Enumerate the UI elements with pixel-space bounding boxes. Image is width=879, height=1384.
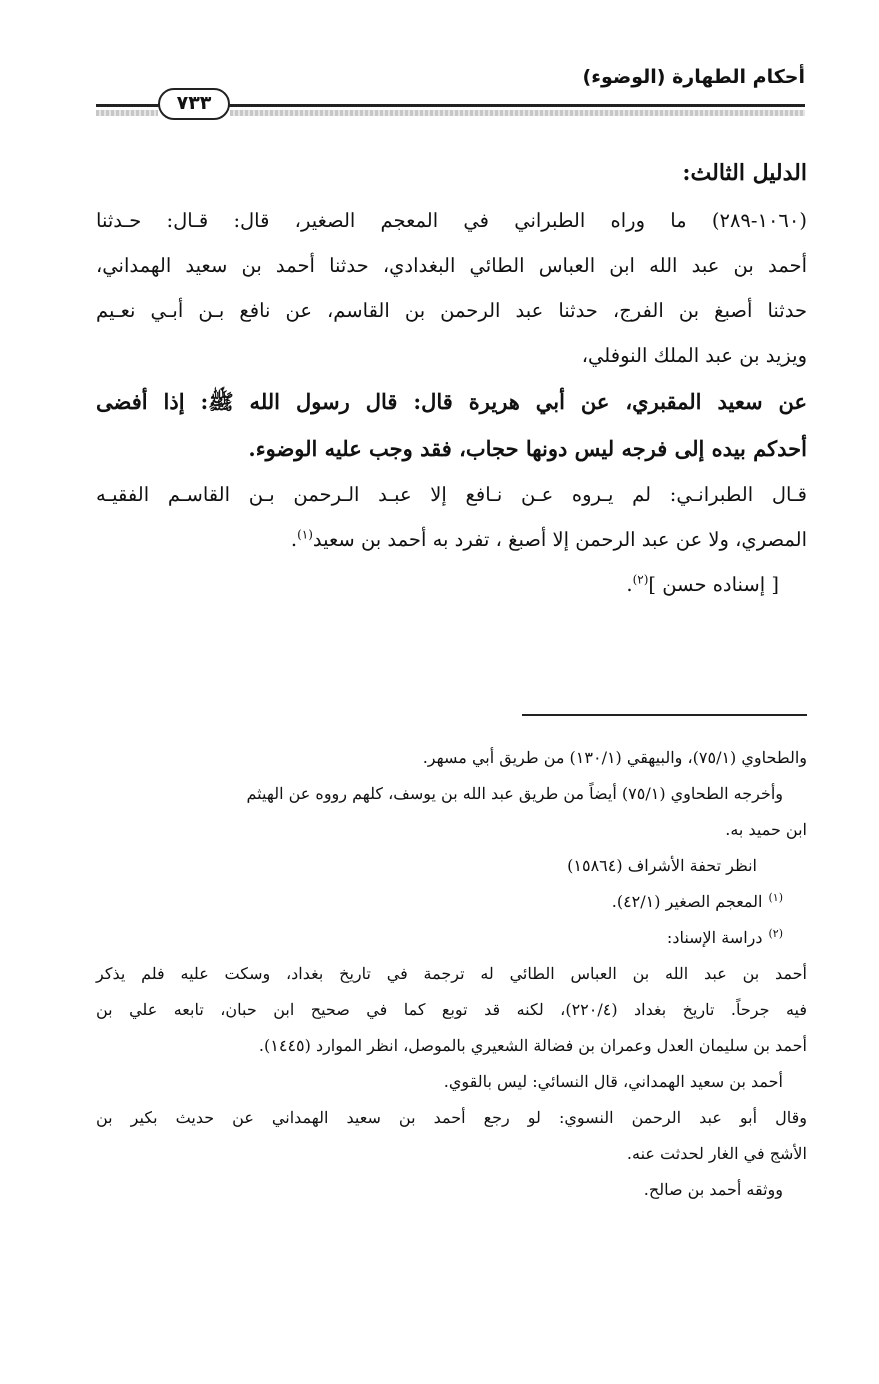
footnote-text: دراسة الإسناد: — [666, 928, 763, 947]
footnote-line: والطحاوي (٧٥/١)، والبيهقي (١٣٠/١) من طريق أبي مسهر. — [422, 748, 807, 767]
footnote-1 — [96, 884, 807, 920]
isnad-end: . — [626, 573, 633, 596]
page-number: ٧٣٣ — [158, 88, 230, 120]
hadith-text — [96, 378, 807, 472]
paragraph-line: (١٠٦٠-٢٨٩) ما وراه الطبراني في المعجم الصغير، قال: قـال: حـدثنا — [96, 209, 807, 232]
footnote-marker: (٢) — [768, 926, 783, 940]
footnote-marker: (١) — [768, 890, 783, 904]
header-rule-shadow — [230, 110, 805, 116]
paragraph-line: حدثنا أصبغ بن الفرج، حدثنا عبد الرحمن بن القاسم، عن نافع بـن أبـي نعـيم — [96, 299, 807, 322]
footnote-line: الأشج في الغار لحدثت عنه. — [626, 1144, 807, 1163]
footnote-2 — [96, 920, 807, 956]
paragraph-line: قـال الطبرانـي: لم يـروه عـن نـافع إلا عبـد الـرحمن بـن القاسـم الفقيـه — [96, 483, 807, 506]
tabarani-comment — [96, 472, 807, 607]
hadith-chain-paragraph — [96, 198, 807, 378]
footnote-body — [96, 956, 807, 1208]
footnote-line: أحمد بن عبد الله بن العباس الطائي له ترجمة في تاريخ بغداد، وسكت عليه فلم يذكر — [96, 964, 807, 983]
footnote-line: وأخرجه الطحاوي (٧٥/١) أيضاً من طريق عبد الله بن يوسف، كلهم رووه عن الهيثم — [246, 784, 783, 803]
footnote-line: أحمد بن سليمان العدل وعمران بن فضالة الشعيري بالموصل، انظر الموارد (١٤٤٥). — [258, 1036, 807, 1055]
footnote-line: انظر تحفة الأشراف (١٥٨٦٤) — [567, 856, 757, 875]
footnote-ref-1[interactable]: (١) — [297, 527, 313, 542]
hadith-line: عن سعيد المقبري، عن أبي هريرة قال: قال رسول الله ﷺ: إذا أفضى — [96, 389, 807, 414]
paragraph-end: . — [290, 528, 298, 551]
paragraph-line — [96, 517, 807, 562]
footnote-line: فيه جرحاً. تاريخ بغداد (٢٢٠/٤)، لكنه قد توبع كما في صحيح ابن حبان، تابعه علي بن — [96, 1000, 807, 1019]
paragraph-line: ويزيد بن عبد الملك النوفلي، — [581, 344, 807, 367]
paragraph-text: المصري، ولا عن عبد الرحمن إلا أصبغ ، تفرد به أحمد بن سعيد — [312, 528, 807, 551]
running-title: أحكام الطهارة (الوضوء) — [582, 66, 805, 88]
footnote-ref-2[interactable]: (٢) — [632, 572, 649, 587]
isnad-grade: [ إسناده حسن ] — [648, 573, 779, 596]
footnote-line: وقال أبو عبد الرحمن النسوي: لو رجع أحمد بن سعيد الهمداني عن حديث بكير بن — [96, 1108, 807, 1127]
footnote-text: المعجم الصغير (٤٢/١). — [611, 892, 763, 911]
footnote-line: ابن حميد به. — [725, 820, 807, 839]
main-content — [96, 148, 807, 607]
isnad-grade-line — [96, 562, 807, 607]
header-rule-shadow-left — [96, 110, 158, 116]
footnotes — [96, 740, 807, 1208]
section-heading: الدليل الثالث: — [682, 160, 807, 186]
paragraph-line: أحمد بن عبد الله ابن العباس الطائي البغدادي، حدثنا أحمد بن سعيد الهمداني، — [96, 254, 807, 277]
footnote-line: ووثقه أحمد بن صالح. — [643, 1180, 783, 1199]
hadith-line: أحدكم بيده إلى فرجه ليس دونها حجاب، فقد وجب عليه الوضوء. — [248, 436, 807, 461]
footnote-line: أحمد بن سعيد الهمداني، قال النسائي: ليس بالقوي. — [443, 1072, 783, 1091]
footnote-separator — [522, 714, 807, 716]
